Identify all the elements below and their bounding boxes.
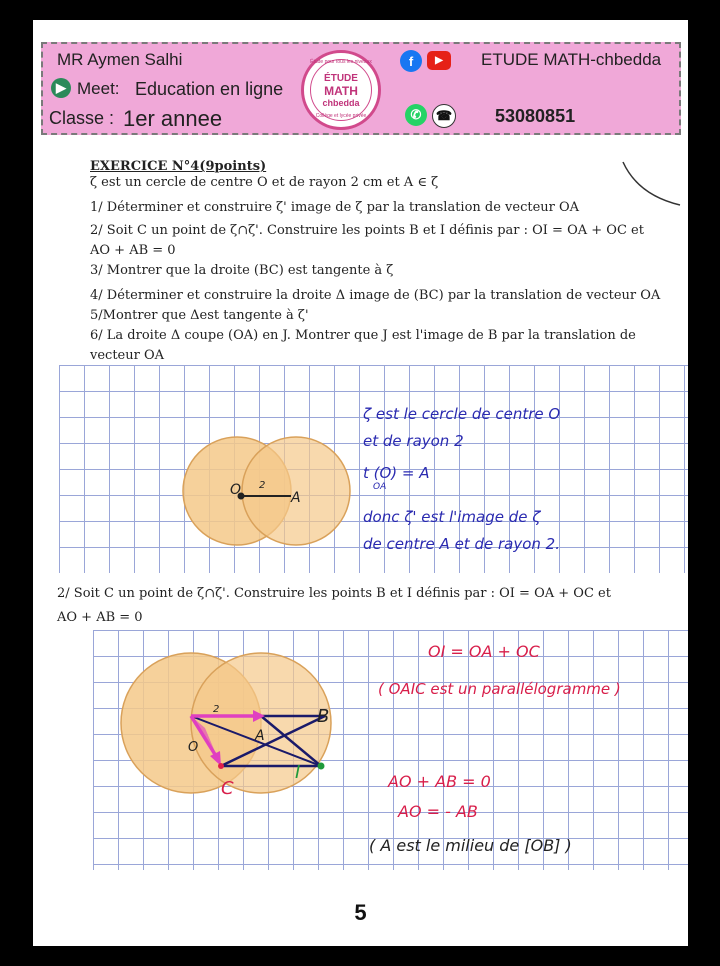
- logo-top-text: Étude pour tous les niveaux: [310, 59, 372, 65]
- question-2-repeat-line2: AO + AB = 0: [57, 610, 143, 625]
- facebook-icon: f: [400, 50, 422, 72]
- solution-2-figure: [93, 630, 688, 870]
- question-2-line1: 2/ Soit C un point de ζ∩ζ'. Construire les points B et I définis par : OI = OA + OC et: [90, 223, 644, 238]
- point-i-label: I: [295, 762, 301, 783]
- question-2-repeat-line1: 2/ Soit C un point de ζ∩ζ'. Construire les points B et I définis par : OI = OA + OC et: [57, 586, 611, 601]
- school-logo: [301, 50, 381, 130]
- exercise-title: EXERCICE N°4(9points): [90, 159, 267, 174]
- exercise-intro: ζ est un cercle de centre O et de rayon 2 cm et A ∈ ζ: [90, 175, 439, 190]
- radius-label: 2: [259, 480, 266, 491]
- question-5: 5/Montrer que Δest tangente à ζ': [90, 308, 309, 323]
- question-6-line2: vecteur OA: [90, 348, 165, 363]
- equation-ao-ab: AO + AB = 0: [388, 772, 491, 791]
- phone-icon: ☎: [432, 104, 456, 128]
- midpoint-note: ( A est le milieu de [OB] ): [369, 836, 572, 855]
- logo-line1: ÉTUDE: [324, 73, 358, 84]
- question-1: 1/ Déterminer et construire ζ' image de ζ par la translation de vecteur OA: [90, 200, 580, 215]
- worksheet-page: [33, 20, 688, 946]
- question-3: 3/ Montrer que la droite (BC) est tangente à ζ: [90, 263, 394, 278]
- teacher-name: MR Aymen Salhi: [57, 50, 183, 69]
- logo-line3: chbedda: [322, 98, 360, 108]
- class-label: Classe :: [49, 108, 115, 128]
- question-6-line1: 6/ La droite Δ coupe (OA) en J. Montrer que J est l'image de B par la translation de: [90, 328, 636, 343]
- radius-label-2: 2: [213, 704, 220, 715]
- note-3-subscript: OA: [373, 482, 387, 492]
- point-a-label-2: A: [255, 728, 265, 744]
- partial-circle-sketch: [618, 160, 688, 220]
- meet-text: Education en ligne: [135, 79, 284, 99]
- point-a-label: A: [291, 490, 301, 506]
- brand-name: ETUDE MATH-chbedda: [481, 50, 662, 69]
- question-2-line2: AO + AB = 0: [90, 243, 176, 258]
- logo-line2: MATH: [324, 84, 358, 98]
- parallelogram-note: ( OAIC est un parallélogramme ): [378, 680, 621, 698]
- equation-oi: OI = OA + OC: [428, 642, 540, 661]
- note-2: et de rayon 2: [363, 432, 464, 450]
- class-value: 1er annee: [123, 106, 223, 131]
- phone-number: 53080851: [495, 106, 576, 126]
- meet-prefix: Meet:: [77, 79, 120, 98]
- point-o-label-2: O: [188, 740, 199, 755]
- note-1: ζ est le cercle de centre O: [363, 405, 561, 423]
- logo-bottom-text: Collège et lycée privée: [315, 113, 367, 119]
- page-number: 5: [354, 900, 367, 925]
- note-4: donc ζ' est l'image de ζ: [363, 508, 541, 526]
- equation-ao-minus-ab: AO = - AB: [398, 802, 478, 821]
- note-5: de centre A et de rayon 2.: [363, 535, 560, 553]
- point-c-label: C: [221, 778, 234, 799]
- point-o-label: O: [230, 482, 242, 498]
- note-3: t (O) = A: [363, 464, 430, 482]
- header-band: [41, 42, 681, 135]
- whatsapp-icon: ✆: [405, 104, 427, 126]
- question-4: 4/ Déterminer et construire la droite Δ image de (BC) par la translation de vecteur OA: [90, 288, 661, 303]
- google-meet-icon: ▶: [51, 78, 71, 98]
- youtube-icon: ▶: [427, 51, 451, 70]
- point-b-label: B: [317, 706, 330, 727]
